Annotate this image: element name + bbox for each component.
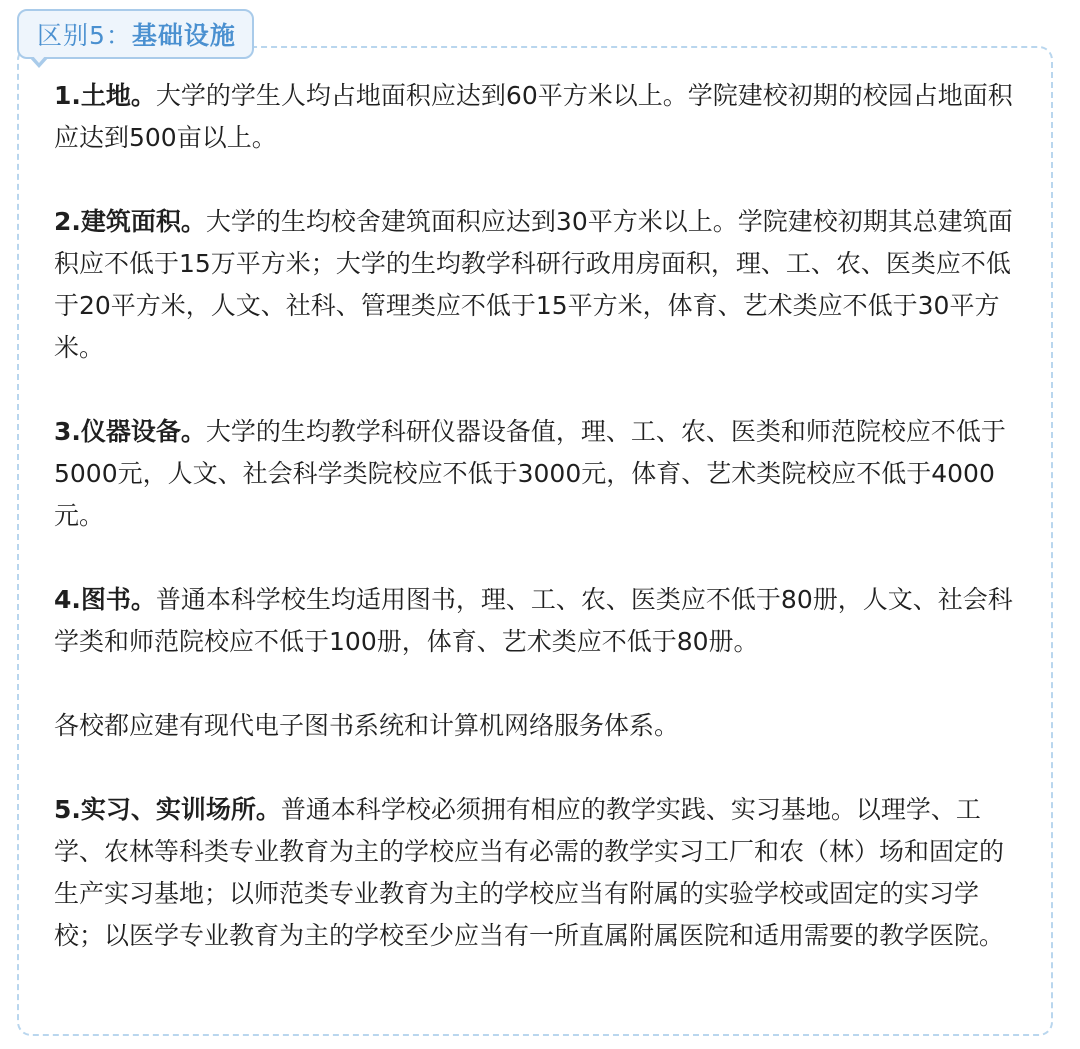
paragraph-land xyxy=(54,75,1014,159)
paragraph-text: 大学的学生人均占地面积应达到60平方米以上。学院建校初期的校园占地面积应达到500亩以上。 xyxy=(54,81,1013,152)
paragraph-books xyxy=(54,579,1014,663)
paragraph-text: 大学的生均教学科研仪器设备值，理、工、农、医类和师范院校应不低于5000元，人文、社会科学类院校应不低于3000元，体育、艺术类院校应不低于4000元。 xyxy=(54,417,1006,530)
section-prefix: 区别5： xyxy=(37,21,132,50)
paragraph-lead: 2.建筑面积。 xyxy=(54,207,206,236)
tag-pointer xyxy=(29,57,49,68)
paragraph-text: 大学的生均校舍建筑面积应达到30平方米以上。学院建校初期其总建筑面积应不低于15万平方米；大学的生均教学科研行政用房面积，理、工、农、医类应不低于20平方米，人文、社科、管理类应不低于15平方米，体育、艺术类应不低于30平方米。 xyxy=(54,207,1013,362)
paragraph-lead: 4.图书。 xyxy=(54,585,156,614)
paragraph-lead: 5.实习、实训场所。 xyxy=(54,795,281,824)
paragraph-network xyxy=(54,705,1014,747)
paragraph-lead: 1.土地。 xyxy=(54,81,156,110)
paragraph-internship xyxy=(54,789,1014,957)
article-body xyxy=(54,75,1014,957)
paragraph-building-area xyxy=(54,201,1014,369)
paragraph-lead: 3.仪器设备。 xyxy=(54,417,206,446)
paragraph-text: 各校都应建有现代电子图书系统和计算机网络服务体系。 xyxy=(54,711,680,740)
section-tag xyxy=(17,9,254,59)
paragraph-text: 普通本科学校必须拥有相应的教学实践、实习基地。以理学、工学、农林等科类专业教育为主的学校应当有必需的教学实习工厂和农（林）场和固定的生产实习基地；以师范类专业教育为主的学校应当有附属的实验学校或固定的实习学校；以医学专业教育为主的学校至少应当有一所直属附属医院和适用需要的教学医院。 xyxy=(54,795,1005,950)
section-heading: 基础设施 xyxy=(131,21,236,50)
section-title xyxy=(37,16,236,52)
paragraph-text: 普通本科学校生均适用图书，理、工、农、医类应不低于80册，人文、社会科学类和师范院校应不低于100册，体育、艺术类应不低于80册。 xyxy=(54,585,1013,656)
paragraph-equipment xyxy=(54,411,1014,537)
